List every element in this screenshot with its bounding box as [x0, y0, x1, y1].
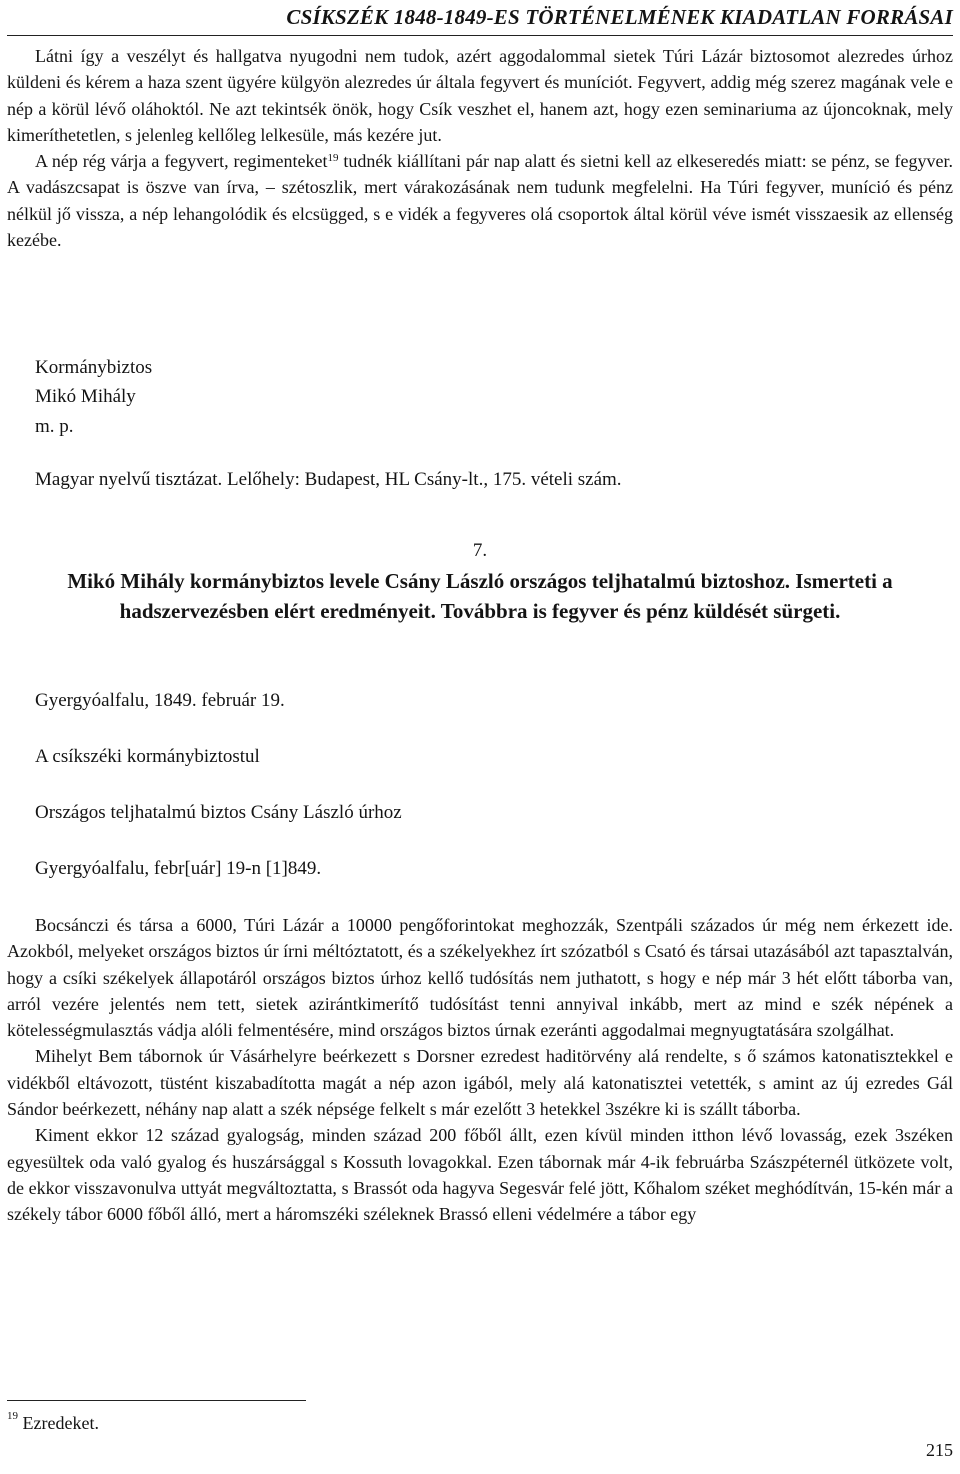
- signature-title: Kormánybiztos: [35, 357, 153, 378]
- place-date: Gyergyóalfalu, 1849. február 19.: [35, 690, 285, 711]
- paragraph: [7, 148, 953, 253]
- paragraph: Látni így a veszélyt és hallgatva nyugodni nem tudok, azért aggodalommal sietek Túri Lázár biztosomot alezredes úrhoz küldeni és kérem a haza szent ügyére külgyön alezredes úr általa fegyvert és muníciót. Fegyvert, addig még szerez magának vele e nép a körül lévő oláhoktól. Ne azt tekintsék önök, hogy Csík veszhet el, hanem azt, hogy ezen seminariuma az újoncoknak, mely kimeríthetetlen, s jelenleg kellőleg lelkesüle, más kezére jut.: [7, 46, 953, 145]
- footnote-text: Ezredeket.: [22, 1413, 99, 1433]
- page-number: 215: [926, 1440, 953, 1460]
- document-title: Mikó Mihály kormánybiztos levele Csány László országos teljhatalmú biztoshoz. Ismerteti a hadszervezésben elért eredményeit. Továbbra is fegyver és pénz küldését sürgeti.: [67, 569, 893, 623]
- addressee: Országos teljhatalmú biztos Csány László úrhoz: [35, 802, 402, 823]
- footnote-reference: 19: [327, 152, 339, 165]
- footnote: [7, 1410, 99, 1434]
- signature-mp: m. p.: [35, 416, 74, 437]
- paragraph-text: A nép rég várja a fegyvert, regimenteket: [35, 151, 328, 172]
- top-text-block: [7, 43, 953, 253]
- sender: A csíkszéki kormánybiztostul: [35, 746, 260, 767]
- running-header: CSÍKSZÉK 1848-1849-ES TÖRTÉNELMÉNEK KIADATLAN FORRÁSAI: [286, 5, 953, 29]
- source-note: Magyar nyelvű tisztázat. Lelőhely: Budapest, HL Csány-lt., 175. vételi szám.: [35, 469, 622, 490]
- dateline: Gyergyóalfalu, febr[uár] 19-n [1]849.: [35, 858, 322, 879]
- paragraph: Mihelyt Bem tábornok úr Vásárhelyre beérkezett s Dorsner ezredest haditörvény alá rendelte, s ő számos katonatisztekkel e vidékből eltávozott, tüstént kiszabadította magát a nép azon igából, mely alá katonatisztei vetették, s amint az új ezredes Gál Sándor beérkezett, néhány nap alatt a szék népsége felkelt s már ezelőtt 3 hetekkel 3székre ki is szállt táborba.: [7, 1046, 953, 1120]
- paragraph: Kiment ekkor 12 század gyalogság, minden század 200 főből állt, ezen kívül minden itthon lévő lovasság, ezek 3széken egyesültek oda való gyalog és huszársággal s Kossuth lovagokkal. Ezen tábornak már 4-ik februárba Szászpéternél ütközete volt, de ekkor visszavonulva uttyát megváltoztatta, s Brassót oda hagyva Segesvár felé jött, Kőhalom széket meghódítván, 15-kén már a székely tábor 6000 főből álló, mert a háromszéki széleknek Brassó elleni védelmére a tábor egy: [7, 1125, 953, 1225]
- bottom-text-block: [7, 912, 953, 1228]
- signature-name: Mikó Mihály: [35, 386, 136, 407]
- footnote-rule: [7, 1400, 306, 1401]
- paragraph-text: tudnék kiállítani pár nap alatt és sietni kell az elkeseredés miatt: se pénz, se fegyver. A vadászcsapat is öszve van írva, – szétoszlik, mert várakozásának nem tudunk megfelelni. Ha Túri fegyver, muníció és pénz nélkül jő vissza, a nép lehangolódik és elcsügged, s e vidék a fegyveres olá csoportok által körül véve ismét visszaesik az ellenség kezébe.: [7, 151, 953, 251]
- footnote-number: 19: [7, 1410, 18, 1422]
- document-number: 7.: [472, 540, 488, 561]
- paragraph: Bocsánczi és társa a 6000, Túri Lázár a 10000 pengőforintokat meghozzák, Szentpáli százados úr még nem érkezett ide. Azokból, melyeket országos biztos úr írni méltóztatott, és a székelyekhez írt szózatból s Csató és társai utazásából azt tapasztalván, hogy a csíki székelyek állapotáról országos biztos úrhoz kellő tudósítás nem juthatott, s hogy e nép már 3 hét előtt táborba van, arról vezére jelentés nem tett, sietek azirántkimerítő tudósítást tenni annyival inkább, mert az mind e szék népének a kötelességmulasztás vádja alóli felmentésére, mind országos biztos úrnak ezeránti aggodalmai megnyugtatására szolgálhat.: [7, 915, 953, 1041]
- header-rule: [7, 35, 953, 36]
